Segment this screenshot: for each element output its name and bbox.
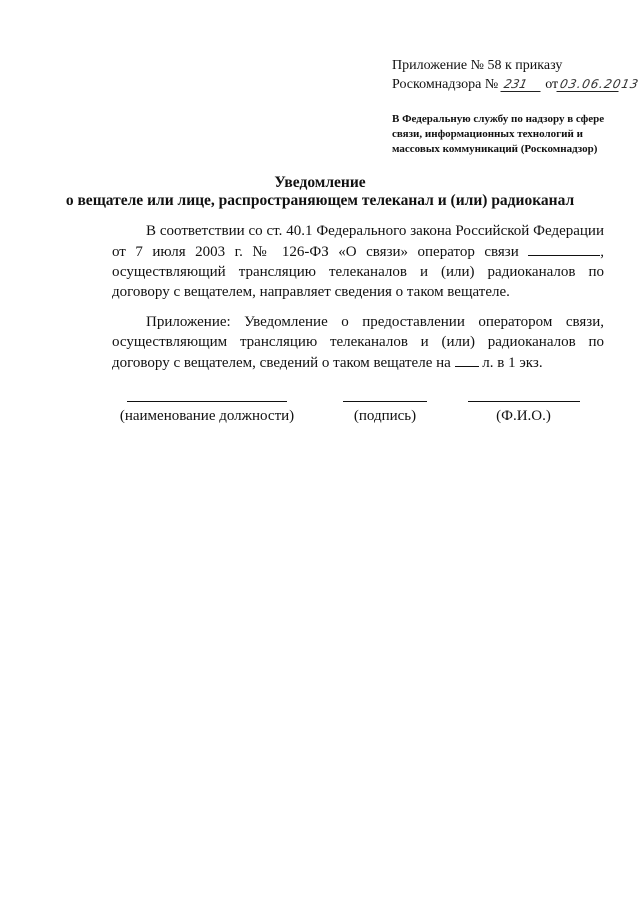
signature-position-label: (наименование должности) (119, 408, 295, 424)
appendix-line-2 (392, 75, 640, 94)
order-number-prefix: Роскомнадзора № (392, 77, 499, 92)
body-paragraph-1-start: В соответствии со ст. 40.1 Федерального закона Российской Федерации от 7 июля 2003 г. № 126-ФЗ «О связи» оператор связи (112, 223, 604, 260)
body-paragraph-2-end: л. в 1 экз. (478, 355, 543, 371)
signature-name-field (466, 401, 581, 437)
signature-sign-line (343, 401, 427, 402)
order-date-handwritten: 03.06.2013 (557, 77, 622, 92)
document-title: Уведомление (274, 174, 366, 191)
order-number-handwritten: 231 (500, 77, 543, 92)
body-paragraph-1-end: , осуществляющий трансляцию телеканалов и (или) радиоканалов по договору с вещателем, направляет сведения о таком вещателе. (112, 244, 604, 300)
pages-count-blank (455, 352, 479, 367)
operator-name-blank (528, 241, 600, 256)
signature-position-field (117, 401, 297, 437)
appendix-header (392, 56, 640, 94)
body-paragraph-2 (112, 312, 604, 373)
signature-name-line (468, 401, 580, 402)
document-subtitle: о вещателе или лице, распространяющем телеканал и (или) радиоканал (65, 192, 575, 209)
signature-sign-label: (подпись) (353, 408, 417, 424)
order-date-prefix: от (545, 77, 559, 92)
body-paragraph-1 (112, 221, 604, 302)
signature-position-line (127, 401, 287, 402)
signature-sign-field (335, 401, 435, 437)
appendix-line-1: Приложение № 58 к приказу (392, 58, 563, 73)
body-paragraph-2-start: Приложение: Уведомление о предоставлении оператором связи, осуществляющим трансляцию телеканалов и (или) радиоканалов по договору с вещателем, сведений о таком вещателе на (112, 314, 604, 371)
signature-name-label: (Ф.И.О.) (496, 408, 551, 424)
addressee-block: В Федеральную службу по надзору в сфере связи, информационных технологий и массовых коммуникаций (Роскомнадзор) (392, 113, 605, 155)
